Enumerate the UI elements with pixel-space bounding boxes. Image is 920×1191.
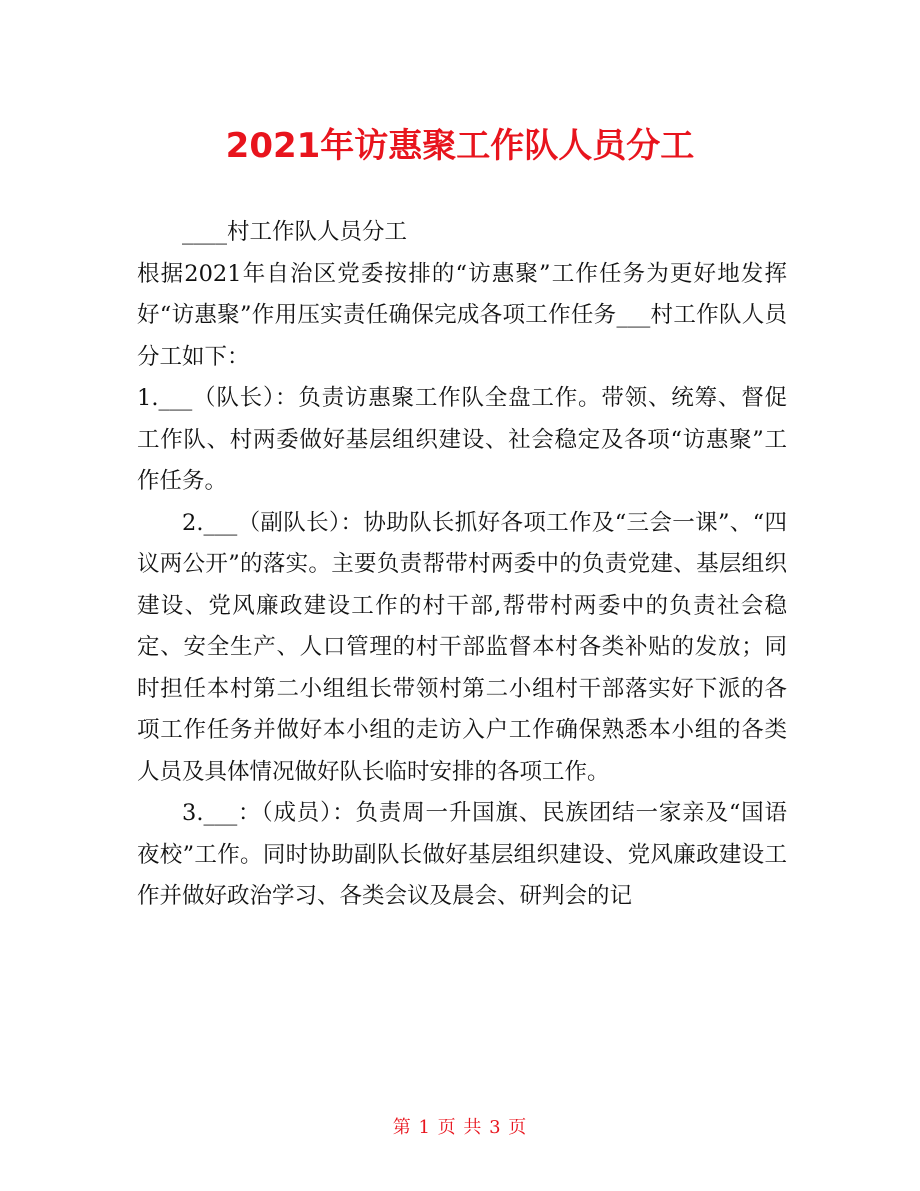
document-body bbox=[137, 212, 787, 918]
document-title: 2021年访惠聚工作队人员分工 bbox=[225, 126, 695, 166]
section-heading: ____村工作队人员分工 bbox=[182, 219, 408, 245]
item-2-paragraph: 2.___（副队长）：协助队长抓好各项工作及“三会一课”、“四议两公开”的落实。主要负责帮带村两委中的负责党建、基层组织建设、党风廉政建设工作的村干部,帮带村两委中的负责社会稳定、安全生产、人口管理的村干部监督本村各类补贴的发放；同时担任本村第二小组组长带领村第二小组村干部落实好下派的各项工作任务并做好本小组的走访入户工作确保熟悉本小组的各类人员及具体情况做好队长临时安排的各项工作。 bbox=[137, 509, 787, 785]
item-3-paragraph: 3.___：（成员）：负责周一升国旗、民族团结一家亲及“国语夜校”工作。同时协助副队长做好基层组织建设、党风廉政建设工作并做好政治学习、各类会议及晨会、研判会的记 bbox=[137, 800, 787, 909]
intro-paragraph: 根据2021年自治区党委按排的“访惠聚”工作任务为更好地发挥好“访惠聚”作用压实责任确保完成各项工作任务___村工作队人员分工如下： bbox=[137, 260, 787, 370]
page-footer: 第 1 页 共 3 页 bbox=[392, 1117, 528, 1138]
item-1-paragraph: 1.___（队长）：负责访惠聚工作队全盘工作。带领、统筹、督促工作队、村两委做好基层组织建设、社会稳定及各项“访惠聚”工作任务。 bbox=[137, 385, 787, 494]
